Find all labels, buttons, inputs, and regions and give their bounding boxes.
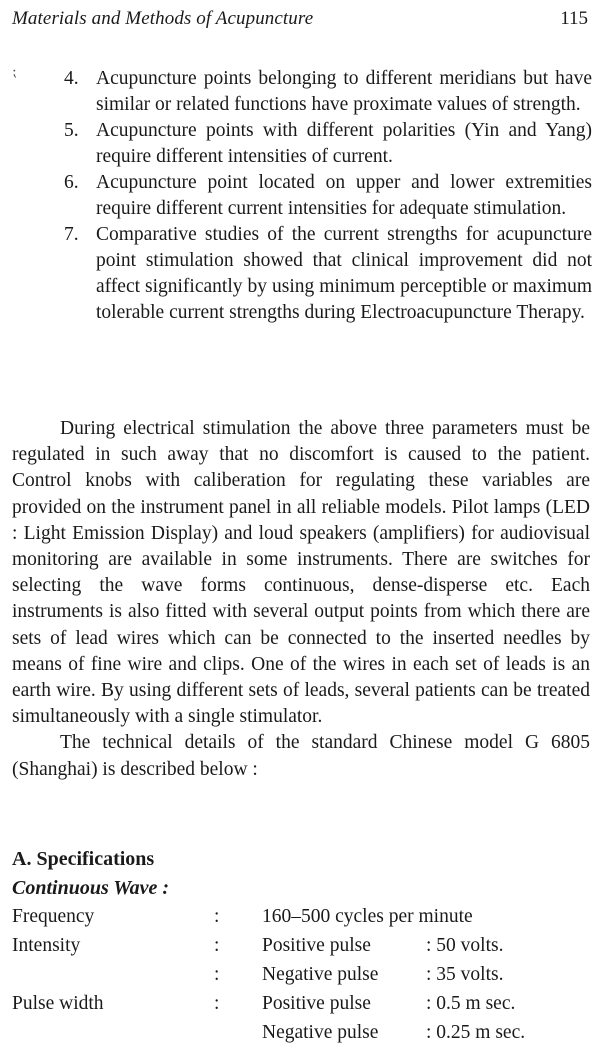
list-item-number: 6.: [64, 172, 79, 193]
spec-colon: :: [214, 993, 220, 1014]
body-paragraph: During electrical stimulation the above three parameters must be regulated in such away that no discomfort is caused to the patient. Control knobs with caliberation for regulating these variables are provided on the instrument panel in all reliable models. Pilot lamps (LED : Light Emission Display) and loud speakers (amplifiers) for audiovisual monitoring are available in some instruments. There are switches for selecting the wave forms continuous, dense-disperse etc. Each instruments is also fitted with several output points from which there are sets of lead wires which can be connected to the inserted needles by means of fine wire and clips. One of the wires in each set of leads is an earth wire. By using different sets of leads, several patients can be treated simultaneously with a single stimulator.: [12, 418, 590, 728]
list-item: [64, 222, 592, 326]
spec-value: Negative pulse: [262, 1022, 379, 1043]
list-item-text: Acupuncture point located on upper and lower extremities require different current intensities for adequate stimulation.: [96, 172, 592, 219]
list-item-number: 7.: [64, 224, 79, 245]
list-item-number: 5.: [64, 120, 79, 141]
body-text: [12, 416, 590, 783]
running-head-title: Materials and Methods of Acupuncture: [12, 8, 314, 29]
spec-value-detail: : 50 volts.: [426, 935, 504, 956]
spec-label: Intensity: [12, 935, 81, 956]
spec-value-detail: : 0.5 m sec.: [426, 993, 516, 1014]
section-subheading: Continuous Wave :: [12, 877, 170, 899]
spec-row: [12, 964, 592, 992]
spec-value: Positive pulse: [262, 935, 371, 956]
page-number: 115: [560, 8, 588, 29]
spec-value: Positive pulse: [262, 993, 371, 1014]
spec-label: Frequency: [12, 906, 95, 927]
list-item-number: 4.: [64, 68, 79, 89]
spec-value: Negative pulse: [262, 964, 379, 985]
list-item-text: Comparative studies of the current strengths for acupuncture point stimulation showed that clinical improvement did not affect significantly by using minimum perceptible or maximum tolerable current strengths during Electroacupuncture Therapy.: [96, 224, 592, 323]
spec-row: [12, 935, 592, 963]
list-item: [64, 118, 592, 170]
spec-colon: :: [214, 964, 220, 985]
section-heading: A. Specifications: [12, 848, 155, 870]
spec-value-detail: : 35 volts.: [426, 964, 504, 985]
spec-row: [12, 1022, 592, 1050]
spec-value-detail: : 0.25 m sec.: [426, 1022, 526, 1043]
spec-label: Pulse width: [12, 993, 104, 1014]
spec-row: [12, 906, 592, 934]
body-paragraph: The technical details of the standard Chinese model G 6805 (Shanghai) is described below :: [12, 732, 590, 780]
list-item: [64, 66, 592, 118]
numbered-list: [64, 66, 592, 326]
spec-colon: :: [214, 935, 220, 956]
list-item-text: Acupuncture points with different polarities (Yin and Yang) require different intensities of current.: [96, 120, 592, 167]
spec-colon: :: [214, 906, 220, 927]
list-item: [64, 170, 592, 222]
spec-row: [12, 993, 592, 1021]
margin-mark: ⁏: [12, 65, 17, 80]
list-item-text: Acupuncture points belonging to different meridians but have similar or related functions have proximate values of strength.: [96, 68, 592, 115]
spec-value: 160–500 cycles per minute: [262, 906, 473, 927]
